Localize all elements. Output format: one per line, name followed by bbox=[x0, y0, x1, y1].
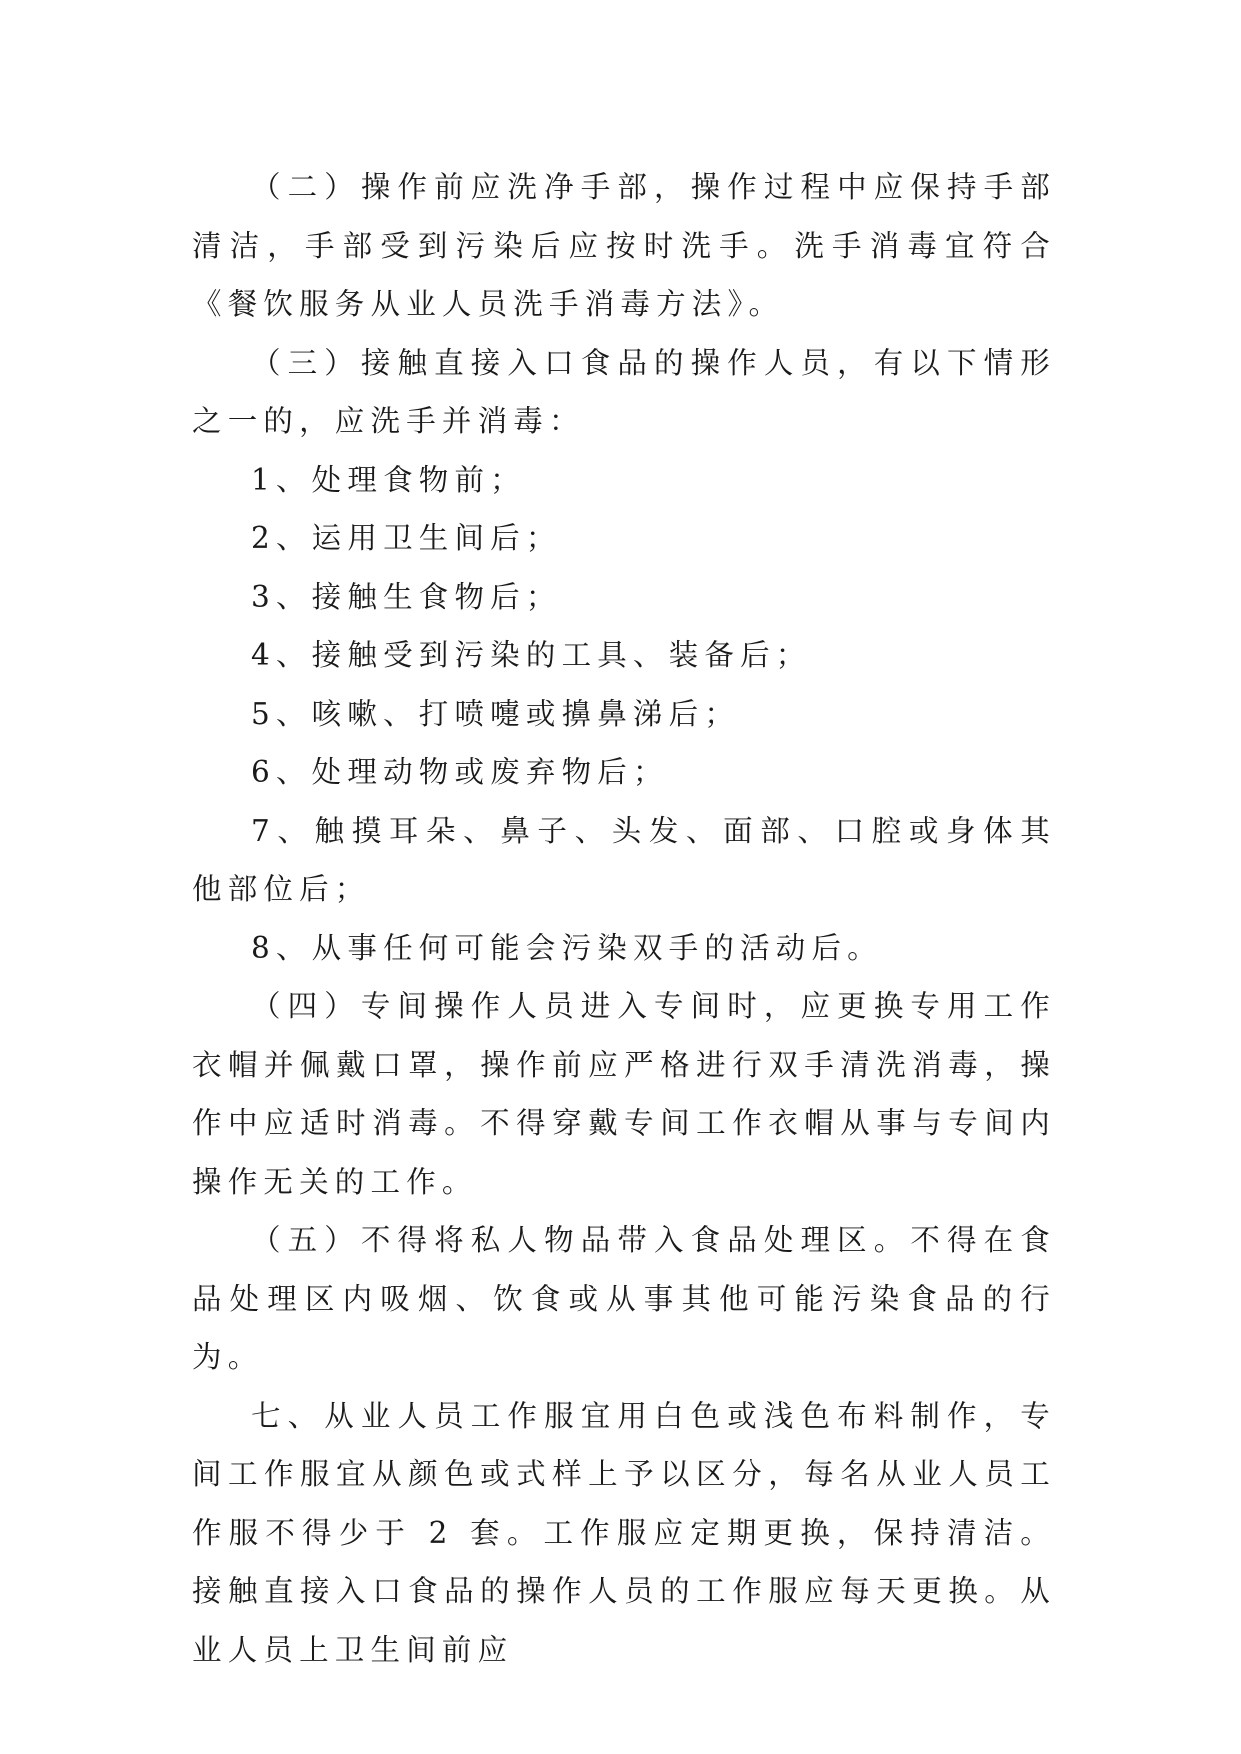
paragraph-special-room: （四）专间操作人员进入专间时，应更换专用工作衣帽并佩戴口罩，操作前应严格进行双手清洗消毒，操作中应适时消毒。不得穿戴专间工作衣帽从事与专间内操作无关的工作。 bbox=[192, 989, 1056, 1199]
paragraph-personal-items: （五）不得将私人物品带入食品处理区。不得在食品处理区内吸烟、饮食或从事其他可能污染食品的行为。 bbox=[192, 1223, 1056, 1374]
list-item: 5、咳嗽、打喷嚏或擤鼻涕后； bbox=[251, 696, 741, 731]
list-item: 6、处理动物或废弃物后； bbox=[251, 755, 669, 789]
list-item: 2、运用卫生间后； bbox=[251, 521, 562, 555]
paragraph-work-clothes: 七、从业人员工作服宜用白色或浅色布料制作，专间工作服宜从颜色或式样上予以区分，每名从业人员工作服不得少于 2 套。工作服应定期更换，保持清洁。接触直接入口食品的操作人员的工作服应每天更换。从业人员上卫生间前应 bbox=[192, 1398, 1056, 1667]
document-body bbox=[192, 158, 1056, 1679]
list-item: 1、处理食物前； bbox=[251, 462, 526, 497]
list-item: 7、触摸耳朵、鼻子、头发、面部、口腔或身体其他部位后； bbox=[192, 813, 1056, 906]
list-item: 4、接触受到污染的工具、装备后； bbox=[251, 638, 812, 672]
paragraph-disinfection-conditions: （三）接触直接入口食品的操作人员，有以下情形之一的，应洗手并消毒： bbox=[192, 345, 1056, 438]
list-item: 3、接触生食物后； bbox=[251, 579, 562, 614]
list-item: 8、从事任何可能会污染双手的活动后。 bbox=[251, 930, 883, 965]
paragraph-hand-washing: （二）操作前应洗净手部，操作过程中应保持手部清洁，手部受到污染后应按时洗手。洗手消毒宜符合《餐饮服务从业人员洗手消毒方法》。 bbox=[192, 170, 1056, 321]
